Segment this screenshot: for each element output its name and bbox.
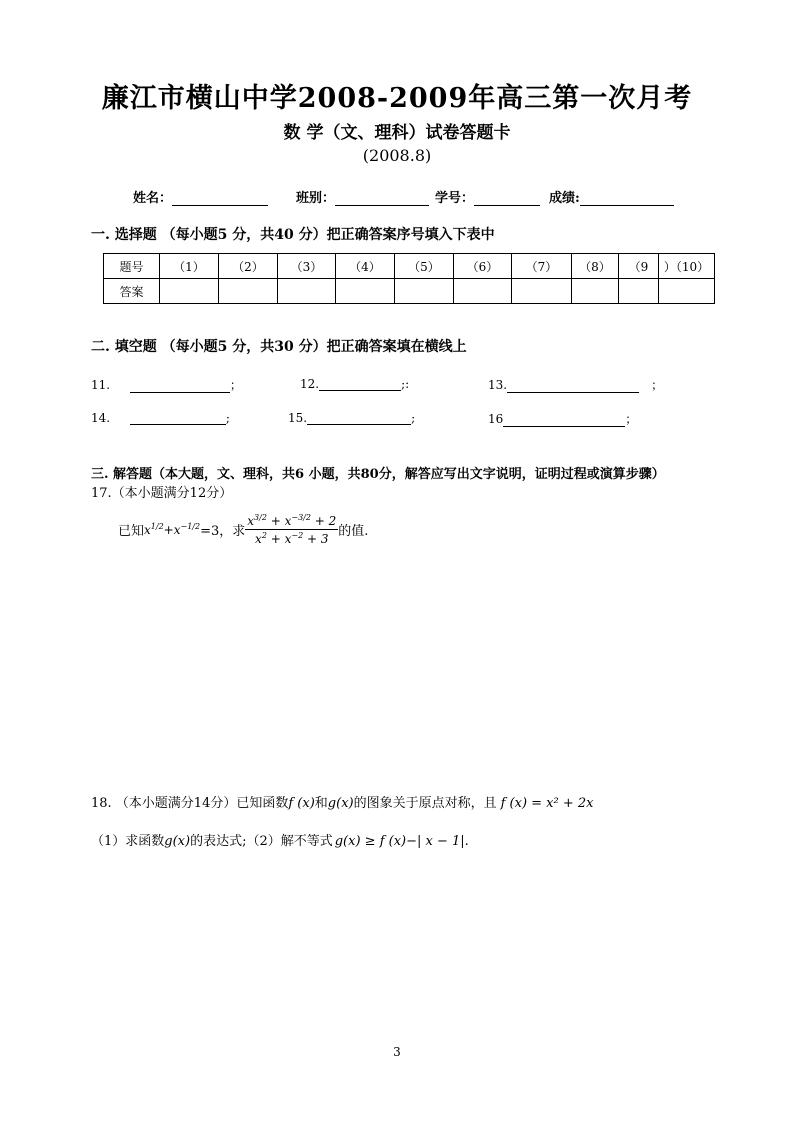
answer-line[interactable]: [130, 410, 226, 425]
q18-gx: g(x): [327, 796, 354, 811]
blank-16: [488, 410, 637, 427]
section2-heading: 二. 填空题 （每小题5 分，共30 分）把正确答案填在横线上: [91, 339, 467, 355]
q18-part1: （1）求函数: [91, 834, 165, 849]
blank-12: [300, 376, 409, 391]
row-label-answer: 答案: [104, 279, 160, 304]
q18-parts: [91, 830, 469, 849]
answer-line[interactable]: [130, 378, 230, 393]
score-blank[interactable]: [580, 191, 674, 206]
row-label-question: 题号: [104, 254, 160, 279]
answer-cell[interactable]: [619, 279, 659, 304]
blank-number: 16: [488, 412, 504, 426]
col-header: （3）: [278, 254, 336, 279]
q17-cond-tail: =3，求: [200, 523, 246, 539]
col-header: （8）: [572, 254, 619, 279]
answer-cell[interactable]: [572, 279, 619, 304]
name-label: 姓名：: [133, 191, 173, 206]
blank-11: [91, 376, 242, 393]
answer-cell[interactable]: [278, 279, 336, 304]
q17-condition: $x^{1/2}+x^{-1/2}$: [144, 521, 201, 537]
col-header: （7）: [512, 254, 572, 279]
blank-number: 11.: [91, 378, 111, 392]
answer-cell[interactable]: [219, 279, 278, 304]
answer-line[interactable]: [503, 412, 625, 427]
id-field: [435, 187, 540, 206]
q18-fx: f (x): [288, 796, 315, 811]
section3-heading: 三. 解答题（本大题，文、理科，共6 小题，共80分，解答应写出文字说明，证明过程或演算步骤）: [91, 467, 665, 482]
answer-cell[interactable]: [512, 279, 572, 304]
q18-statement: [91, 792, 594, 811]
section1-heading: 一. 选择题 （每小题5 分，共40 分）把正确答案序号填入下表中: [91, 227, 495, 243]
class-blank[interactable]: [335, 191, 429, 206]
page-title: 廉江市横山中学2008-2009年高三第一次月考: [101, 83, 693, 114]
semicolon: ;: [411, 411, 416, 425]
col-header: （5）: [395, 254, 454, 279]
col-header: （1）: [160, 254, 219, 279]
answer-line[interactable]: [319, 376, 401, 391]
class-field: [296, 187, 429, 206]
table-row: [104, 279, 715, 304]
semicolon: ；: [625, 412, 638, 426]
blank-number: 14.: [91, 411, 111, 425]
answer-line[interactable]: [307, 410, 411, 425]
semicolon: ;:: [401, 377, 410, 391]
answer-table: [103, 253, 715, 304]
col-header: （4）: [336, 254, 395, 279]
semicolon: ；: [229, 378, 242, 392]
col-header: （2）: [219, 254, 278, 279]
q18-mid: 的图象关于原点对称，且: [353, 796, 497, 811]
q17-post: 的值.: [338, 523, 369, 539]
answer-cell[interactable]: [454, 279, 512, 304]
table-row: [104, 254, 715, 279]
blank-13: [488, 376, 663, 393]
blank-14: [91, 410, 230, 425]
blank-number: 13.: [488, 378, 508, 392]
q18-head: 18. （本小题满分14分）已知函数: [91, 796, 289, 811]
q17-statement: [118, 504, 368, 554]
col-header: ）（10）: [659, 254, 715, 279]
answer-cell[interactable]: [659, 279, 715, 304]
semicolon: ;: [225, 411, 230, 425]
col-header: （9: [619, 254, 659, 279]
q18-and: 和: [314, 796, 328, 811]
q18-equation: f (x) = x² + 2x: [500, 796, 594, 811]
answer-cell[interactable]: [336, 279, 395, 304]
col-header: （6）: [454, 254, 512, 279]
q18-end: .: [464, 834, 469, 849]
q17-heading: 17.（本小题满分12分）: [91, 486, 233, 501]
id-label: 学号：: [435, 191, 475, 206]
q18-part1b: 的表达式;（2）解不等式: [190, 834, 333, 849]
page-subtitle: 数 学（文、理科）试卷答题卡: [283, 123, 511, 143]
class-label: 班别：: [296, 191, 336, 206]
score-label: 成绩:: [549, 191, 580, 206]
answer-cell[interactable]: [160, 279, 219, 304]
q18-inequality: g(x) ≥ f (x)−| x − 1|: [334, 834, 465, 849]
q18-gx-2: g(x): [164, 834, 191, 849]
page-number: 3: [393, 1045, 401, 1059]
id-blank[interactable]: [474, 191, 540, 206]
exam-date: (2008.8): [362, 146, 432, 165]
blank-15: [288, 410, 415, 425]
q17-fraction: $\frac{x^{3/2} + x^{-3/2} + 2}{x^2 + x^{-2} + 3}$: [247, 512, 337, 546]
name-blank[interactable]: [172, 191, 268, 206]
name-field: [133, 187, 268, 206]
score-field: [549, 187, 674, 206]
blank-number: 15.: [288, 411, 308, 425]
semicolon: ；: [651, 378, 664, 392]
blank-number: 12.: [300, 377, 320, 391]
answer-line[interactable]: [507, 378, 639, 393]
q17-pre: 已知: [118, 523, 145, 539]
answer-cell[interactable]: [395, 279, 454, 304]
